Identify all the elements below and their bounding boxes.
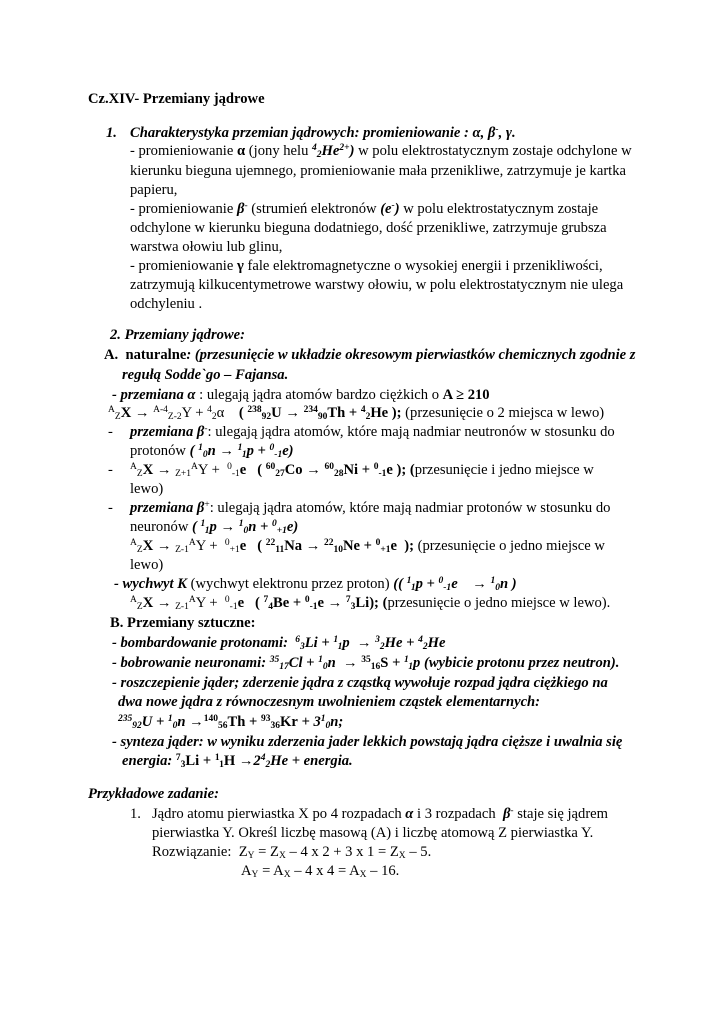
example-line-2: pierwiastka Y. Określ liczbę masową (A) i liczbę atomową Z pierwiastka Y. (152, 825, 594, 841)
page-title: Cz.XIV- Przemiany jądrowe (88, 91, 265, 107)
beta-minus-eq-dash: - (108, 462, 113, 478)
proton-bombardment: - bombardowanie protonami: $^6_3$Li + $^1_1$p → $^3_2$He + $^4_2$He (112, 634, 446, 653)
fission-line-2: dwa nowe jądra z równoczesnym uwolnieniem cząstek elementarnych: (118, 694, 541, 710)
beta-plus-dash: - (108, 500, 113, 516)
section1-heading: Charakterystyka przemian jądrowych: promieniowanie : α, β-, γ. (130, 124, 516, 141)
natural-line-2: regułą Sodde`go – Fajansa. (122, 367, 289, 383)
alpha-decay-equation: $^A_Z$X → $^{A-4}_{Z-2}$Y + $^4_2$α ( $^{238}_{92}$U → $^{234}_{90}$Th + $^4_2$He ); (przesunięcie o 2 miejsca w lewo) (108, 404, 605, 423)
example-heading: Przykładowe zadanie: (88, 786, 219, 802)
beta-minus-equation: $^A_Z$X → $_{Z+1}^A$Y + $^0_{-1}$e ( $^{60}_{27}$Co → $^{60}_{28}$Ni + $^0_{-1}$e ); (przesunięcie i jedno miejsce w (130, 461, 594, 480)
beta-minus-line-1: przemiana β-: ulegają jądra atomów, które mają nadmiar neutronów w stosunku do (130, 423, 615, 440)
example-line-1: Jądro atomu pierwiastka X po 4 rozpadach α i 3 rozpadach β- staje się jądrem (152, 805, 609, 822)
fusion-line-1: - synteza jąder: w wyniku zderzenia jader lekkich powstają jądra cięższe i uwalnia się (112, 734, 623, 750)
beta-minus-note-2: lewo) (130, 481, 164, 497)
natural-line-1: A. naturalne: (przesunięcie w układzie okresowym pierwiastków chemicznych zgodnie z (104, 347, 636, 363)
beta-line-1: - promieniowanie β- (strumień elektronów (e-) w polu elektrostatycznym zostaje (130, 200, 599, 217)
beta-line-2: odchylone w kierunku bieguna dodatniego, dość przenikliwe, zatrzymuje grubsza (130, 220, 607, 236)
example-number: 1. (130, 806, 141, 822)
section1-number: 1. (106, 125, 117, 141)
beta-line-3: warstwa ołowiu lub glinu, (130, 239, 283, 255)
section2-heading: 2. Przemiany jądrowe: (110, 327, 245, 343)
fission-line-1: - roszczepienie jąder; zderzenie jądra z cząstką wywołuje rozpad jądra ciężkiego na (112, 675, 608, 691)
gamma-line-1: - promieniowanie γ fale elektromagnetyczne o wysokiej energii i przenikliwości, (130, 258, 603, 274)
example-solution-a: $A_Y = A_X - 4$ x $4 = A_X - 16$. (241, 863, 400, 881)
beta-minus-line-2: protonów ( $^1_0$n → $^1_1$p + $^0_{-1}$e) (130, 442, 294, 461)
beta-plus-line-2: neuronów ( $^1_1$p → $^1_0$n + $^0_{+1}$e) (130, 518, 299, 537)
beta-plus-line-1: przemiana β+: ulegają jądra atomów, które mają nadmiar protonów w stosunku do (130, 499, 611, 516)
beta-plus-equation: $^A_Z$X → $_{Z-1}^A$Y + $^0_{+1}$e ( $^{22}_{11}$Na → $^{22}_{10}$Ne + $^0_{+1}$e ); (przesunięcie o jedno miejsce w (130, 537, 605, 556)
fusion-line-2: energia: $^7_3Li + ^1_1H \to 2^4_2He$ + energia. (122, 752, 353, 771)
beta-minus-dash: - (108, 424, 113, 440)
neutron-bombardment: - bobrowanie neuronami: $^{35}_{17}$Cl + $^1_0$n → $^{35}_{16}$S + $^1_1$p (wybicie protonu przez neutron). (112, 654, 620, 673)
example-solution-z: Rozwiązanie: $Z_Y = Z_X - 4$ x 2 + 3 x $1 = Z_X - 5$. (152, 844, 432, 862)
gamma-line-2: zatrzymują kilkucentymetrowe warstwy ołowiu, w polu elektrostatycznym nie ulega (130, 277, 624, 293)
alpha-line-2: kierunku bieguna ujemnego, promieniowanie mała przenikliwe, zatrzymuje je kartka (130, 163, 627, 179)
gamma-line-3: odchyleniu . (130, 296, 203, 312)
beta-plus-note-2: lewo) (130, 557, 164, 573)
k-capture-equation: $^A_Z$X → $_{Z-1}^A$Y + $^0_{-1}$e ( $^7_4$Be + $^0_{-1}$e → $^7_3$Li); (przesunięcie o jedno miejsce w lewo). (130, 594, 611, 613)
alpha-line-3: papieru, (130, 182, 178, 198)
artificial-heading: B. Przemiany sztuczne: (110, 615, 256, 631)
alpha-decay-line: - przemiana α : ulegają jądra atomów bardzo ciężkich o A ≥ 210 (112, 387, 490, 403)
k-capture-line: - wychwyt K (wychwyt elektronu przez proton) (( $^1_1$p + $^0_{-1}$e → $^1_0$n ) (114, 575, 517, 594)
alpha-line-1: - promieniowanie α (jony helu $^4_2He^{2+}$) w polu elektrostatycznym zostaje odchylone w (130, 142, 632, 161)
fission-equation: $^{235}_{92}U + ^1_0n \to^{140}_{56}Th + ^{93}_{36}Kr + 3^1_0n$; (118, 713, 344, 732)
